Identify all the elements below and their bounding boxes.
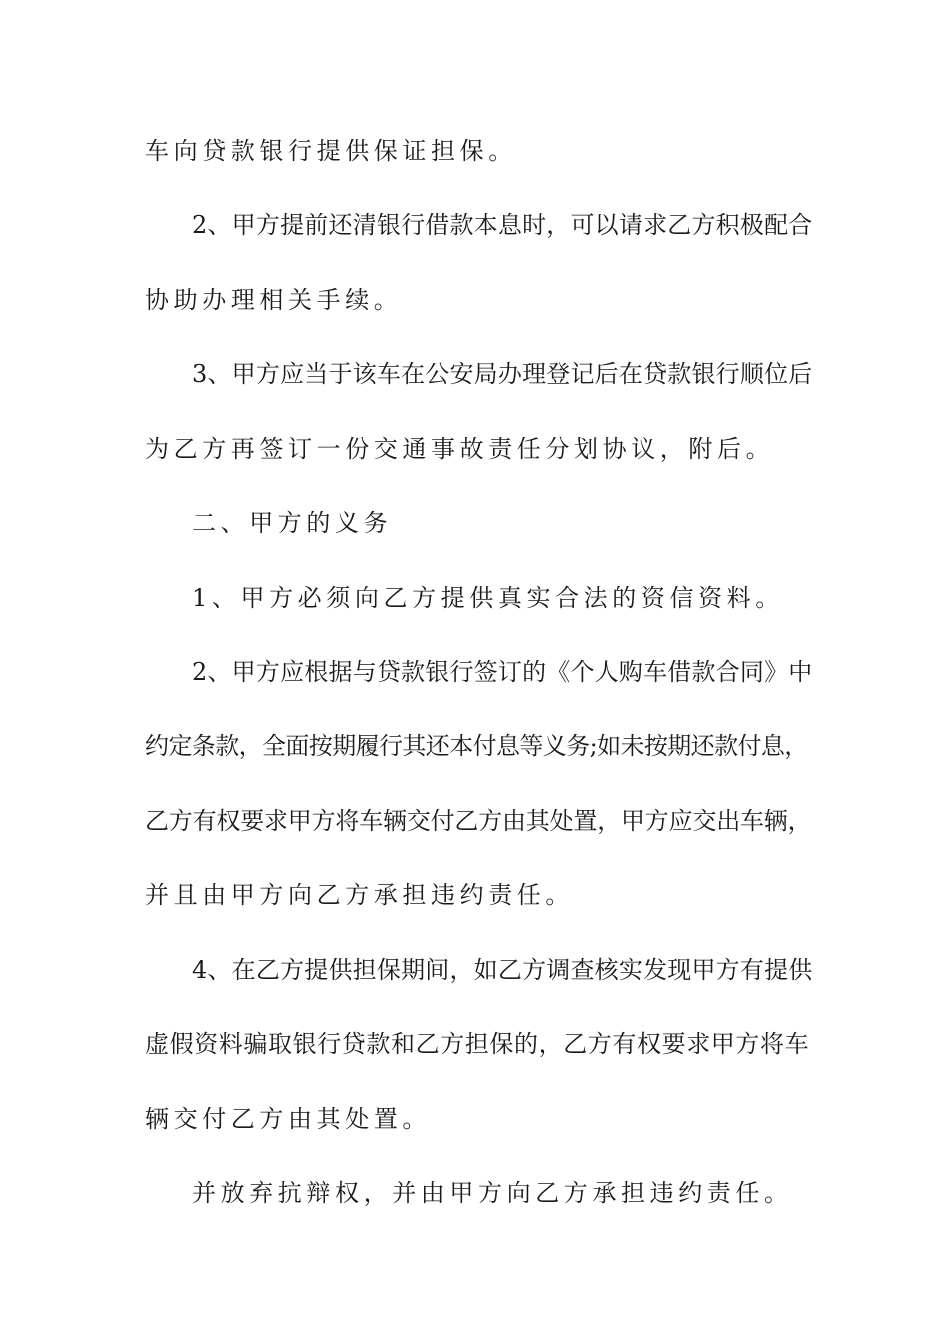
section-heading: 二、甲方的义务 [192, 509, 393, 537]
text-line: 2、甲方提前还清银行借款本息时，可以请求乙方积极配合 [192, 211, 813, 239]
text-line: 辆交付乙方由其处置。 [145, 1105, 431, 1133]
text-line: 2、甲方应根据与贷款银行签订的《个人购车借款合同》中 [192, 658, 813, 686]
text-line: 车向贷款银行提供保证担保。 [145, 137, 517, 165]
text-line: 3、甲方应当于该车在公安局办理登记后在贷款银行顺位后 [192, 360, 813, 388]
text-line: 虚假资料骗取银行贷款和乙方担保的，乙方有权要求甲方将车 [145, 1030, 810, 1058]
text-line: 为乙方再签订一份交通事故责任分划协议，附后。 [145, 435, 775, 463]
text-line: 并放弃抗辩权，并由甲方向乙方承担违约责任。 [192, 1179, 793, 1207]
text-line: 协助办理相关手续。 [145, 286, 403, 314]
text-line: 并且由甲方向乙方承担违约责任。 [145, 881, 574, 909]
text-line: 4、在乙方提供担保期间，如乙方调查核实发现甲方有提供 [192, 956, 813, 984]
text-line: 乙方有权要求甲方将车辆交付乙方由其处置，甲方应交出车辆， [145, 807, 812, 835]
text-line: 约定条款，全面按期履行其还本付息等义务;如未按期还款付息， [145, 732, 808, 760]
text-line: 1、甲方必须向乙方提供真实合法的资信资料。 [192, 584, 784, 612]
